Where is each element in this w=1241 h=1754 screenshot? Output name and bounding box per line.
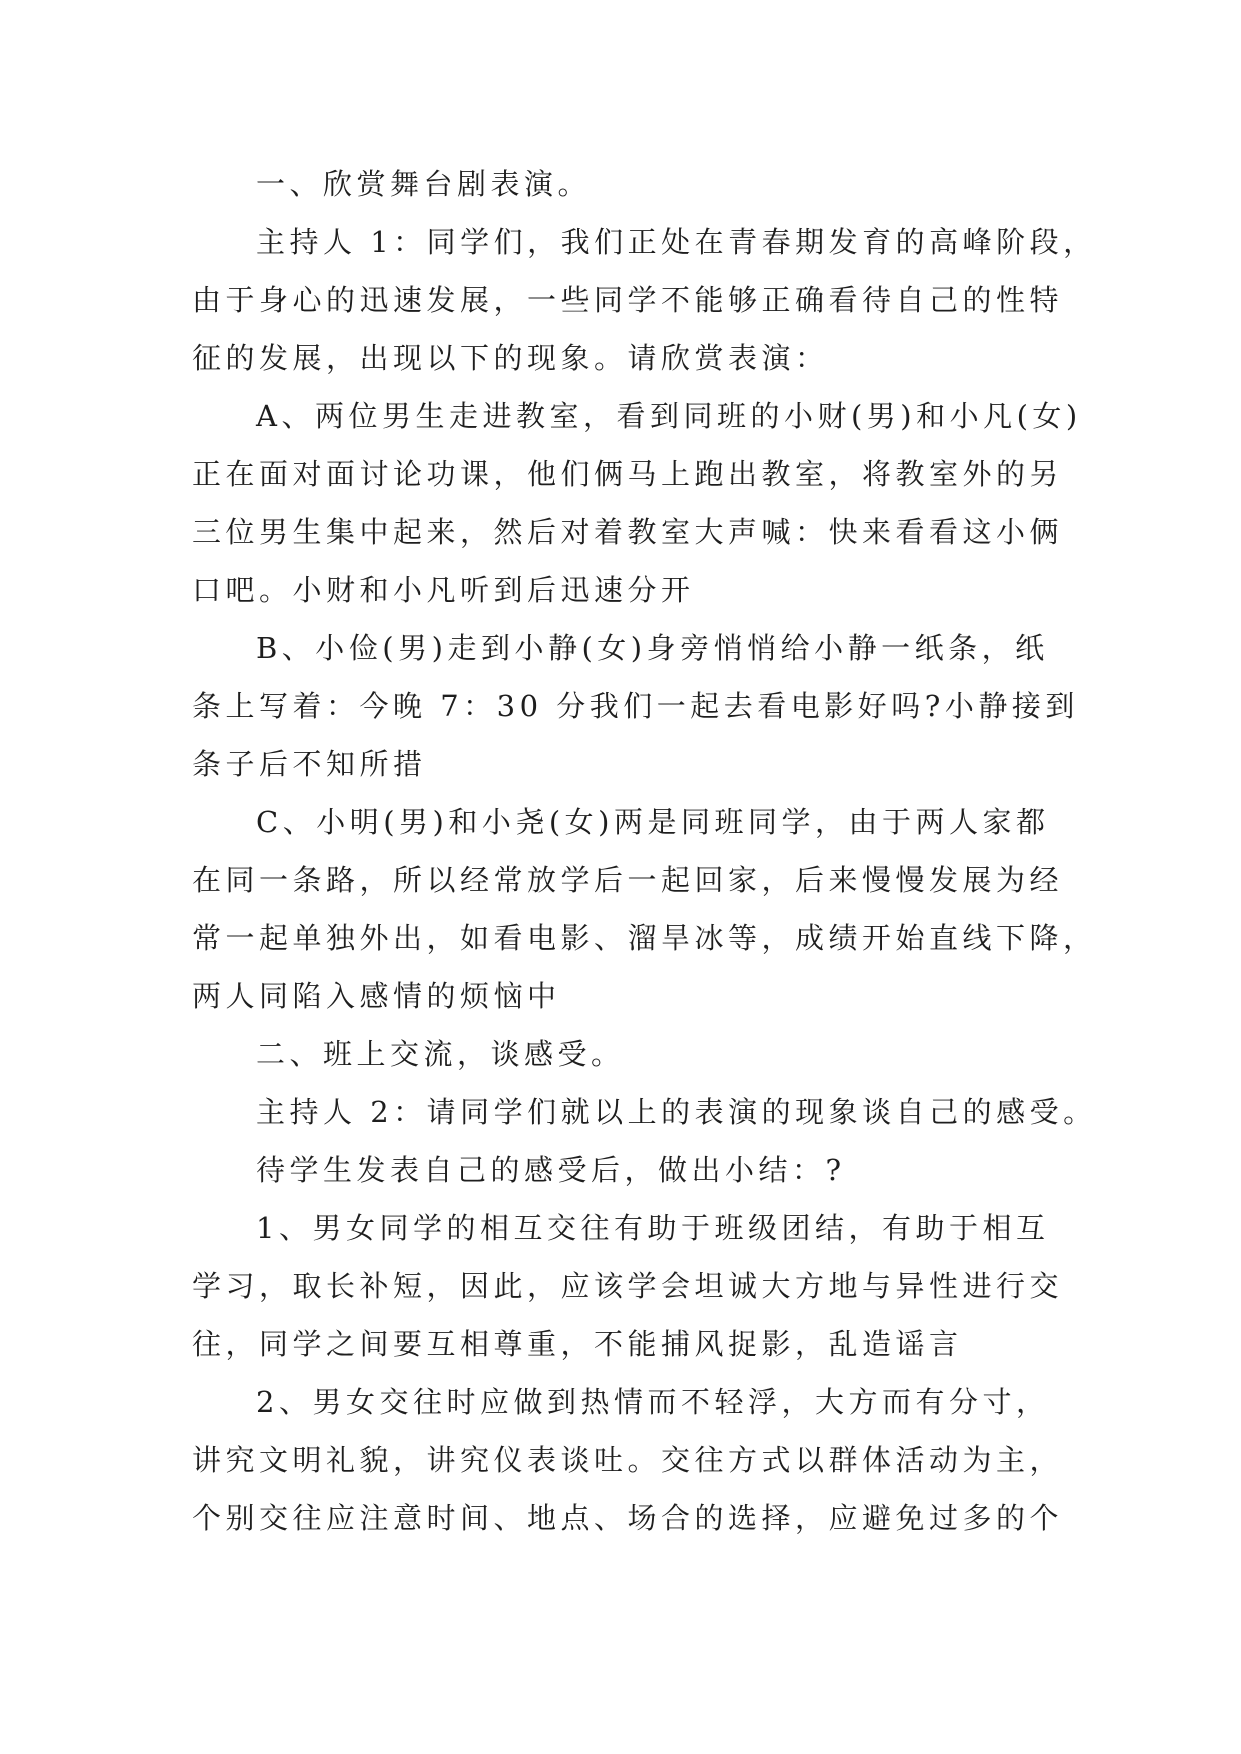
paragraph-line: 常一起单独外出，如看电影、溜旱冰等，成绩开始直线下降， xyxy=(192,921,1097,955)
paragraph-line: 口吧。小财和小凡听到后迅速分开 xyxy=(192,573,695,607)
paragraph-line: 个别交往应注意时间、地点、场合的选择，应避免过多的个 xyxy=(192,1501,1064,1535)
paragraph-line: 正在面对面讨论功课，他们俩马上跑出教室，将教室外的另 xyxy=(192,457,1064,491)
paragraph-line: A、两位男生走进教室，看到同班的小财(男)和小凡(女) xyxy=(256,399,1082,433)
heading-2: 二、班上交流，谈感受。 xyxy=(256,1037,625,1071)
paragraph-line: 条子后不知所措 xyxy=(192,747,427,781)
paragraph-line: 征的发展，出现以下的现象。请欣赏表演： xyxy=(192,341,829,375)
paragraph-line: C、小明(男)和小尧(女)两是同班同学，由于两人家都 xyxy=(256,805,1050,839)
paragraph-line: 三位男生集中起来，然后对着教室大声喊：快来看看这小俩 xyxy=(192,515,1064,549)
paragraph-line: 在同一条路，所以经常放学后一起回家，后来慢慢发展为经 xyxy=(192,863,1064,897)
paragraph-line: B、小俭(男)走到小静(女)身旁悄悄给小静一纸条，纸 xyxy=(256,631,1049,665)
paragraph-line: 2、男女交往时应做到热情而不轻浮，大方而有分寸， xyxy=(256,1385,1050,1419)
paragraph-line: 条上写着：今晚 7：30 分我们一起去看电影好吗?小静接到 xyxy=(192,689,1079,723)
paragraph-line: 两人同陷入感情的烦恼中 xyxy=(192,979,561,1013)
paragraph-line: 讲究文明礼貌，讲究仪表谈吐。交往方式以群体活动为主， xyxy=(192,1443,1064,1477)
paragraph-line: 由于身心的迅速发展，一些同学不能够正确看待自己的性特 xyxy=(192,283,1064,317)
paragraph-line: 待学生发表自己的感受后，做出小结：? xyxy=(256,1153,846,1187)
heading-1: 一、欣赏舞台剧表演。 xyxy=(256,167,592,201)
paragraph-line: 1、男女同学的相互交往有助于班级团结，有助于相互 xyxy=(256,1211,1050,1245)
paragraph-line: 主持人 2：请同学们就以上的表演的现象谈自己的感受。 xyxy=(256,1095,1097,1129)
paragraph-line: 主持人 1：同学们，我们正处在青春期发育的高峰阶段， xyxy=(256,225,1097,259)
paragraph-line: 往，同学之间要互相尊重，不能捕风捉影，乱造谣言 xyxy=(192,1327,963,1361)
paragraph-line: 学习，取长补短，因此，应该学会坦诚大方地与异性进行交 xyxy=(192,1269,1064,1303)
